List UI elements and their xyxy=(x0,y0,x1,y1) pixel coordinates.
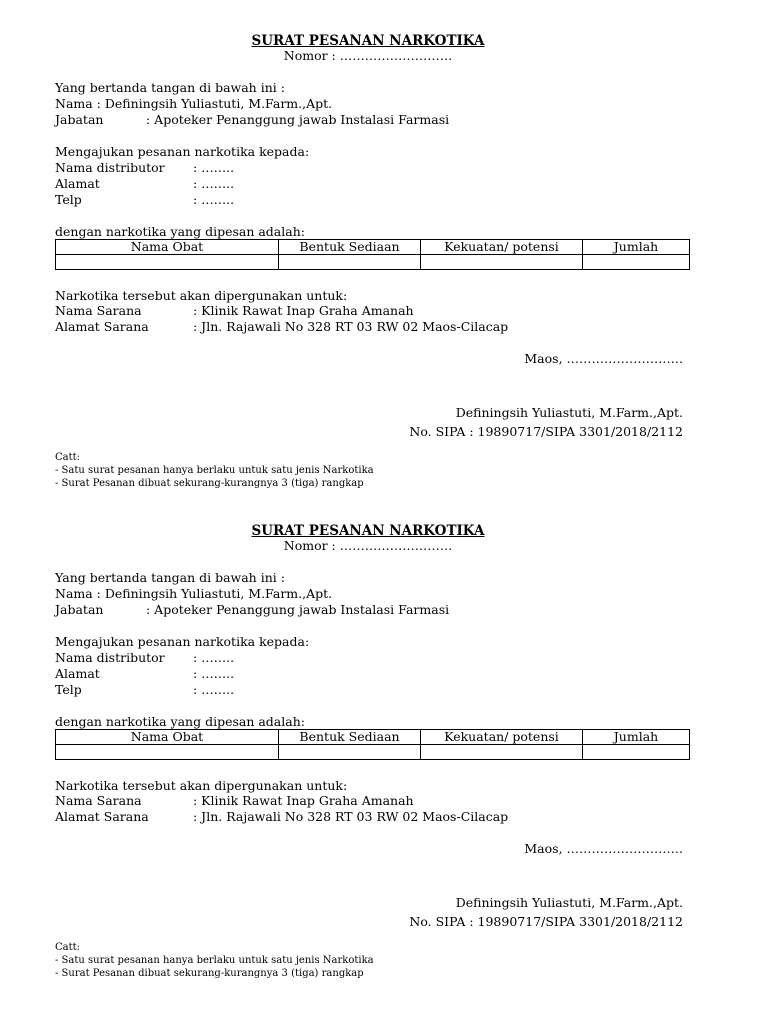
order-letter-1 xyxy=(0,0,768,500)
note-item: - Surat Pesanan dibuat sekurang-kurangnya 3 (tiga) rangkap xyxy=(55,478,364,489)
table-header-cell: Kekuatan/ potensi xyxy=(421,730,583,745)
address-value: : …….. xyxy=(193,666,235,681)
signer-name-line: Nama : Definingsih Yuliastuti, M.Farm.,Apt. xyxy=(55,96,333,111)
note-item: - Surat Pesanan dibuat sekurang-kurangnya 3 (tiga) rangkap xyxy=(55,968,364,979)
distributor-label: Nama distributor xyxy=(55,650,165,665)
notes-heading: Catt: xyxy=(55,942,81,953)
table-header-row xyxy=(56,240,690,255)
table-header-cell: Nama Obat xyxy=(56,240,279,255)
distributor-value: : …….. xyxy=(193,650,235,665)
position-label: Jabatan xyxy=(55,112,104,127)
address-label: Alamat xyxy=(55,176,100,191)
signer-name: Definingsih Yuliastuti, M.Farm.,Apt. xyxy=(455,405,683,420)
order-text: dengan narkotika yang dipesan adalah: xyxy=(55,714,305,729)
table-header-cell: Nama Obat xyxy=(56,730,279,745)
address-value: : …….. xyxy=(193,176,235,191)
phone-value: : …….. xyxy=(193,192,235,207)
request-text: Mengajukan pesanan narkotika kepada: xyxy=(55,144,310,159)
place-date: Maos, ………………………. xyxy=(524,351,683,366)
address-label: Alamat xyxy=(55,666,100,681)
facility-value: : Klinik Rawat Inap Graha Amanah xyxy=(193,303,414,318)
intro-text: Yang bertanda tangan di bawah ini : xyxy=(55,80,285,95)
position-label: Jabatan xyxy=(55,602,104,617)
sipa-number: No. SIPA : 19890717/SIPA 3301/2018/2112 xyxy=(409,914,683,929)
distributor-value: : …….. xyxy=(193,160,235,175)
position-value: : Apoteker Penanggung jawab Instalasi Farmasi xyxy=(146,112,450,127)
table-cell[interactable] xyxy=(583,255,690,270)
table-cell[interactable] xyxy=(421,255,583,270)
order-text: dengan narkotika yang dipesan adalah: xyxy=(55,224,305,239)
facility-label: Nama Sarana xyxy=(55,793,142,808)
table-header-cell: Bentuk Sediaan xyxy=(279,240,421,255)
signer-name: Definingsih Yuliastuti, M.Farm.,Apt. xyxy=(455,895,683,910)
distributor-label: Nama distributor xyxy=(55,160,165,175)
table-header-cell: Kekuatan/ potensi xyxy=(421,240,583,255)
request-text: Mengajukan pesanan narkotika kepada: xyxy=(55,634,310,649)
order-table xyxy=(55,239,690,270)
table-row xyxy=(56,255,690,270)
position-value: : Apoteker Penanggung jawab Instalasi Farmasi xyxy=(146,602,450,617)
purpose-text: Narkotika tersebut akan dipergunakan untuk: xyxy=(55,778,348,793)
place-date: Maos, ………………………. xyxy=(524,841,683,856)
table-cell[interactable] xyxy=(279,255,421,270)
note-item: - Satu surat pesanan hanya berlaku untuk satu jenis Narkotika xyxy=(55,955,374,966)
table-cell[interactable] xyxy=(56,745,279,760)
sipa-number: No. SIPA : 19890717/SIPA 3301/2018/2112 xyxy=(409,424,683,439)
facility-address-label: Alamat Sarana xyxy=(55,319,149,334)
table-header-cell: Bentuk Sediaan xyxy=(279,730,421,745)
table-cell[interactable] xyxy=(279,745,421,760)
table-cell[interactable] xyxy=(421,745,583,760)
order-table xyxy=(55,729,690,760)
letter-title: SURAT PESANAN NARKOTIKA xyxy=(251,33,485,49)
order-letter-2 xyxy=(0,490,768,990)
phone-label: Telp xyxy=(55,192,82,207)
table-header-cell: Jumlah xyxy=(583,730,690,745)
phone-label: Telp xyxy=(55,682,82,697)
facility-value: : Klinik Rawat Inap Graha Amanah xyxy=(193,793,414,808)
table-row xyxy=(56,745,690,760)
note-item: - Satu surat pesanan hanya berlaku untuk satu jenis Narkotika xyxy=(55,465,374,476)
phone-value: : …….. xyxy=(193,682,235,697)
purpose-text: Narkotika tersebut akan dipergunakan untuk: xyxy=(55,288,348,303)
facility-address-label: Alamat Sarana xyxy=(55,809,149,824)
intro-text: Yang bertanda tangan di bawah ini : xyxy=(55,570,285,585)
table-header-row xyxy=(56,730,690,745)
facility-address-value: : Jln. Rajawali No 328 RT 03 RW 02 Maos-Cilacap xyxy=(193,319,509,334)
facility-label: Nama Sarana xyxy=(55,303,142,318)
letter-number: Nomor : ……………………… xyxy=(283,538,453,553)
letter-title: SURAT PESANAN NARKOTIKA xyxy=(251,523,485,539)
notes-heading: Catt: xyxy=(55,452,81,463)
table-header-cell: Jumlah xyxy=(583,240,690,255)
table-cell[interactable] xyxy=(56,255,279,270)
letter-number: Nomor : ……………………… xyxy=(283,48,453,63)
table-cell[interactable] xyxy=(583,745,690,760)
facility-address-value: : Jln. Rajawali No 328 RT 03 RW 02 Maos-Cilacap xyxy=(193,809,509,824)
signer-name-line: Nama : Definingsih Yuliastuti, M.Farm.,Apt. xyxy=(55,586,333,601)
